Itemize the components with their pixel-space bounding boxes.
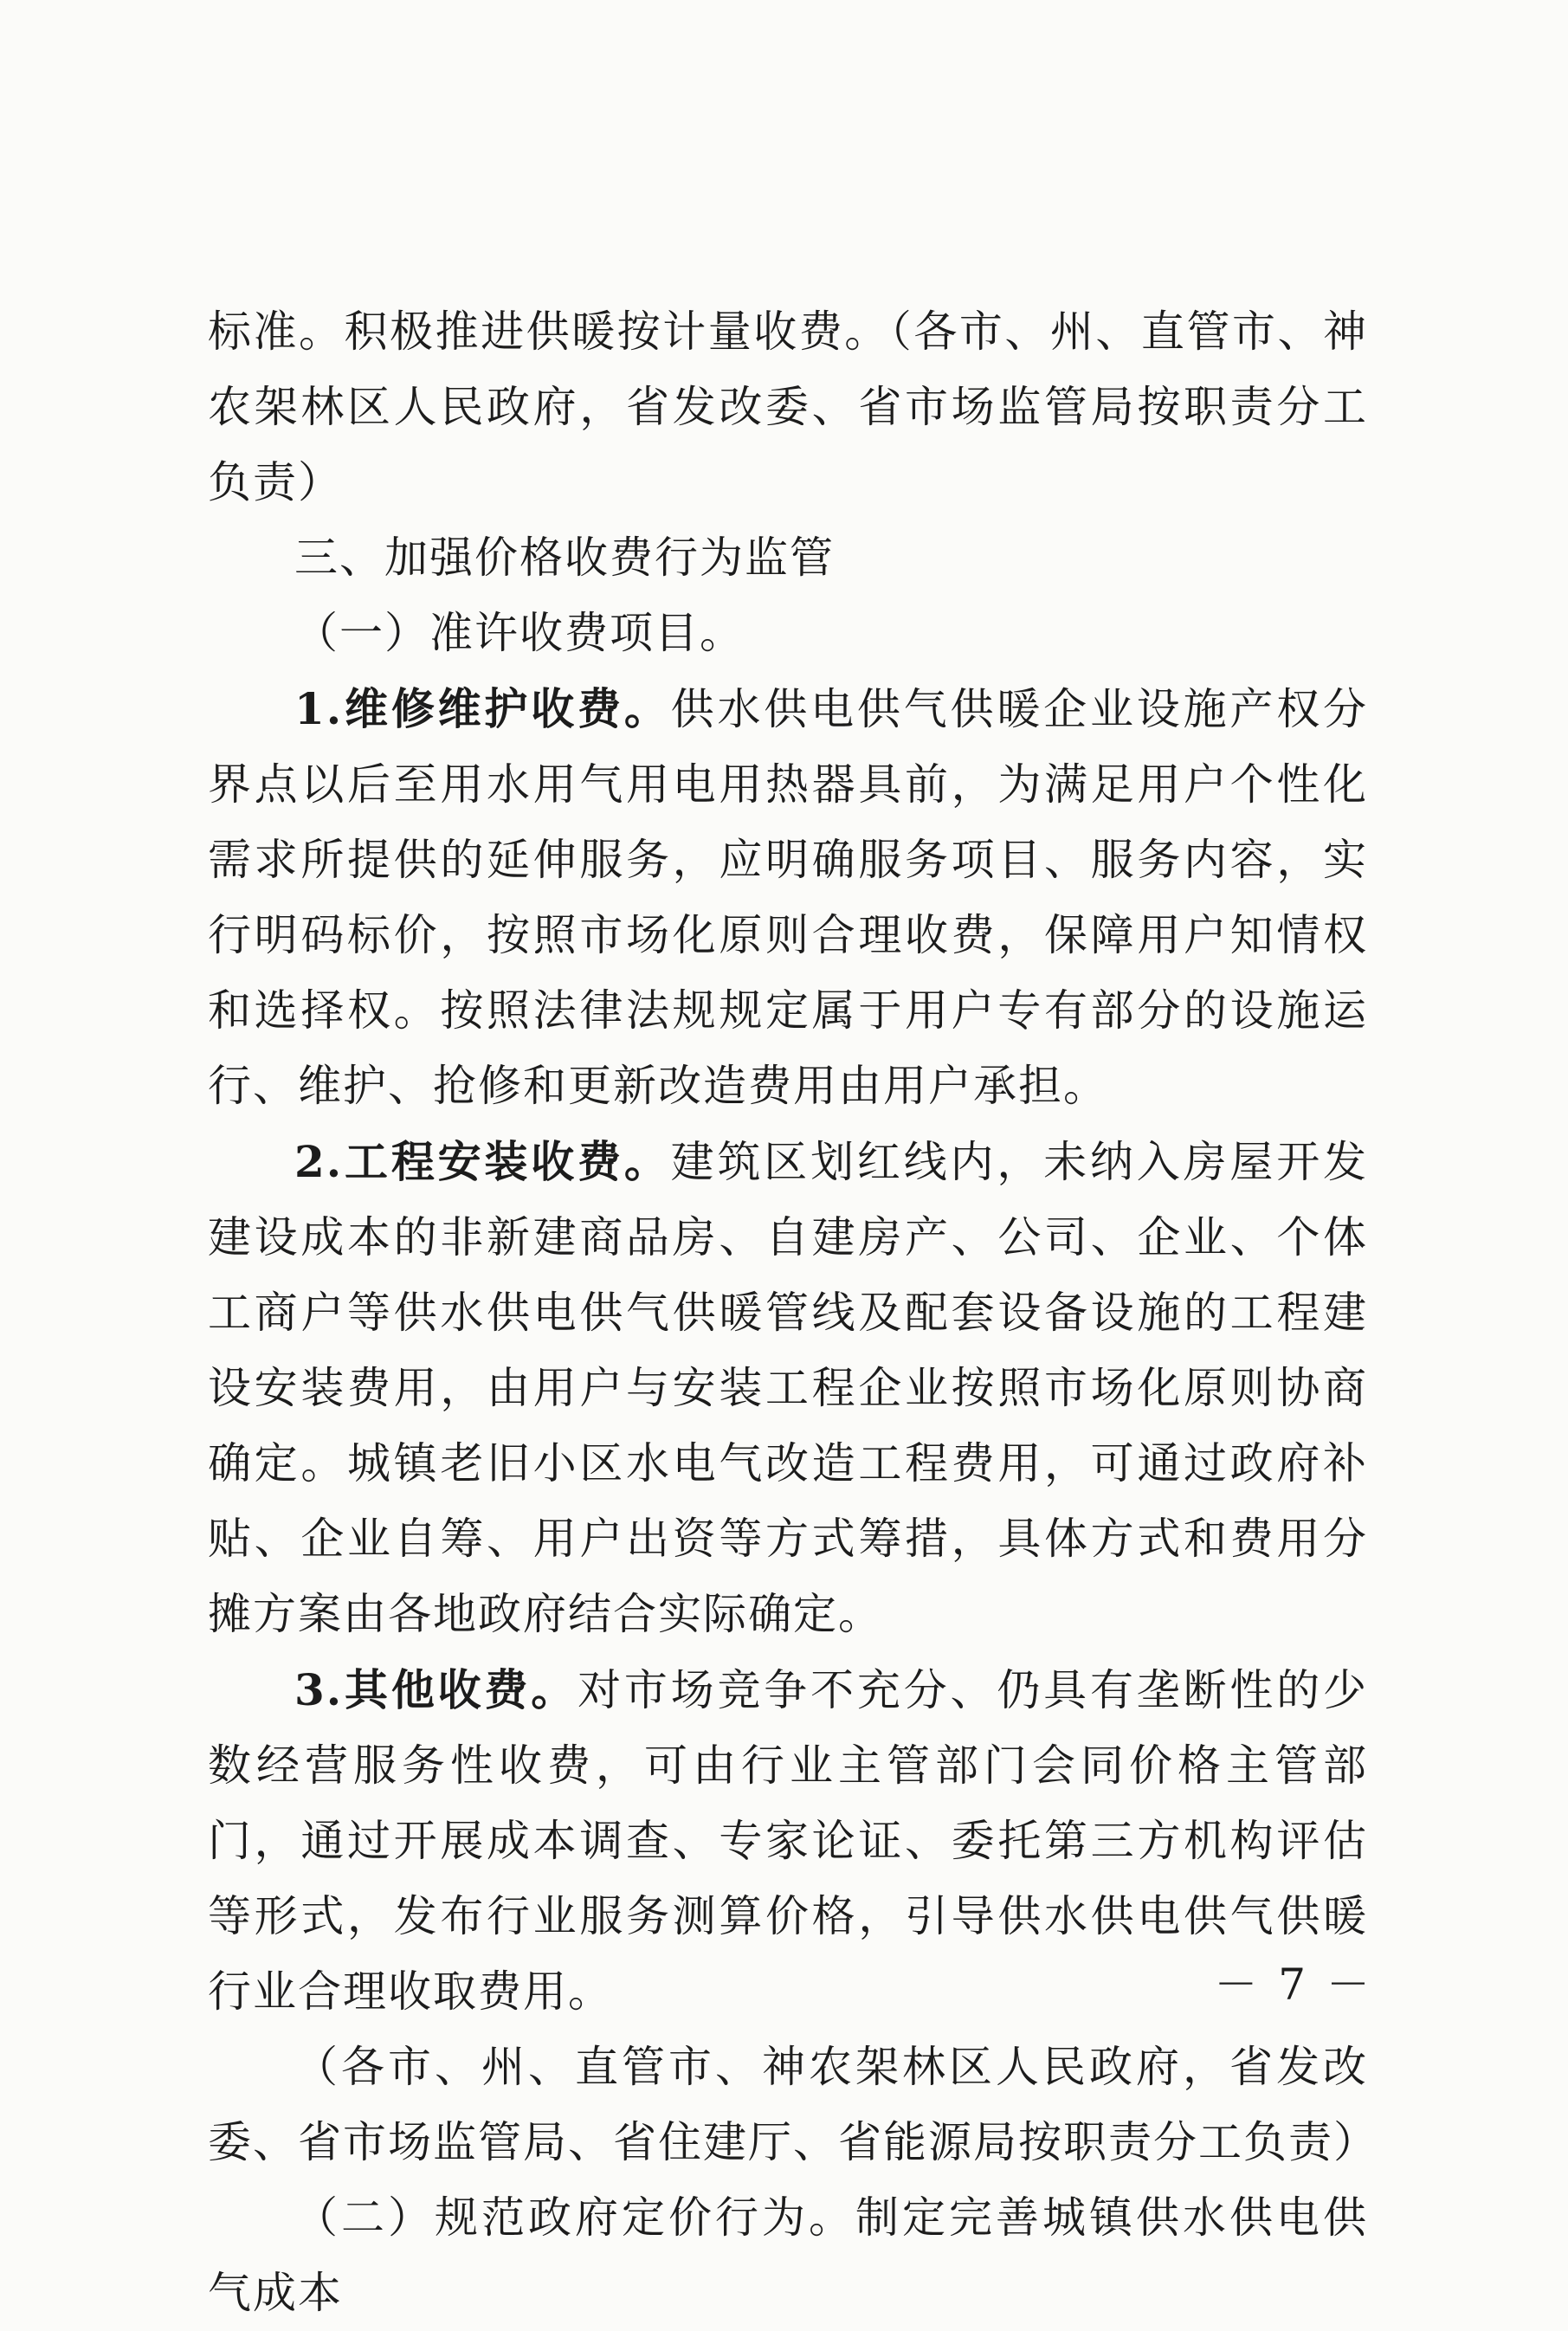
responsibility-text: （各市、州、直管市、神农架林区人民政府，省发改委、省市场监管局、省住建厅、省能源局按职责分工负责）: [208, 2042, 1378, 2167]
item-text: 供水供电供气供暖企业设施产权分界点以后至用水用气用电用热器具前，为满足用户个性化需求所提供的延伸服务，应明确服务项目、服务内容，实行明码标价，按照市场化原则合理收费，保障用户知情权和选择权。按照法律法规规定属于用户专有部分的设施运行、维护、抢修和更新改造费用由用户承担。: [208, 684, 1368, 1111]
item-other-fee: [208, 1652, 1368, 2030]
paragraph-text: 标准。积极推进供暖按计量收费。（各市、州、直管市、神农架林区人民政府，省发改委、省市场监管局按职责分工负责）: [208, 307, 1368, 507]
responsibility-note: [208, 2030, 1378, 2180]
item-lead: 2.工程安装收费。: [294, 1136, 671, 1187]
subheading-text: （一）准许收费项目。: [294, 608, 745, 658]
item-lead: 1.维修维护收费。: [294, 683, 671, 734]
subheading-text: （二）规范政府定价行为。制定完善城镇供水供电供气成本: [208, 2192, 1368, 2318]
subheading-2: [208, 2180, 1368, 2331]
subheading-1: [208, 596, 1368, 671]
document-body: [208, 294, 1378, 2331]
item-text: 建筑区划红线内，未纳入房屋开发建设成本的非新建商品房、自建房产、公司、企业、个体工商户等供水供电供气供暖管线及配套设备设施的工程建设安装费用，由用户与安装工程企业按照市场化原则协商确定。城镇老旧小区水电气改造工程费用，可通过政府补贴、企业自筹、用户出资等方式筹措，具体方式和费用分摊方案由各地政府结合实际确定。: [208, 1137, 1368, 1639]
item-maintenance-fee: [208, 671, 1368, 1124]
item-installation-fee: [208, 1124, 1368, 1652]
page-number: － 7 －: [1214, 1960, 1373, 2010]
item-lead: 3.其他收费。: [294, 1664, 578, 1715]
paragraph-continuation: [208, 294, 1368, 520]
item-text: 对市场竞争不充分、仍具有垄断性的少数经营服务性收费，可由行业主管部门会同价格主管部门，通过开展成本调查、专家论证、委托第三方机构评估等形式，发布行业服务测算价格，引导供水供电供气供暖行业合理收取费用。: [208, 1665, 1369, 2017]
section-heading-text: 三、加强价格收费行为监管: [294, 533, 835, 583]
section-heading: [208, 520, 1368, 596]
